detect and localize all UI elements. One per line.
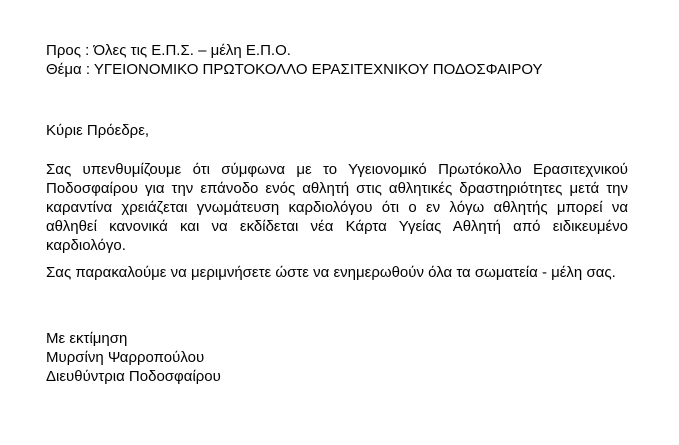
- closing-regards: Με εκτίμηση: [46, 330, 128, 347]
- salutation: Κύριε Πρόεδρε,: [46, 122, 150, 139]
- signer-title: Διευθύντρια Ποδοσφαίρου: [46, 368, 221, 385]
- body-paragraph-2: Σας παρακαλούμε να μεριμνήσετε ώστε να ενημερωθούν όλα τα σωματεία - μέλη σας.: [46, 264, 616, 281]
- recipient-line: Προς : Όλες τις Ε.Π.Σ. – μέλη Ε.Π.Ο.: [46, 42, 291, 59]
- subject-line: Θέμα : ΥΓΕΙΟΝΟΜΙΚΟ ΠΡΩΤΟΚΟΛΛΟ ΕΡΑΣΙΤΕΧΝΙΚΟΥ ΠΟΔΟΣΦΑΙΡΟΥ: [46, 61, 543, 78]
- closing-block: [46, 329, 628, 386]
- letter-header: [46, 41, 628, 79]
- body-paragraph-1: Σας υπενθυμίζουμε ότι σύμφωνα με το Υγειονομικό Πρωτόκολλο Ερασιτεχνικού Ποδοσφαίρου για την επάνοδο ενός αθλητή στις αθλητικές δραστηριότητες μετά την καραντίνα χρειάζεται γνωμάτευση καρδιολόγου ότι ο εν λόγω αθλητής μπορεί να αθληθεί κανονικά και να εκδίδεται νέα Κάρτα Υγείας Αθλητή από ειδικευμένο καρδιολόγο.: [46, 161, 628, 254]
- signer-name: Μυρσίνη Ψαρροπούλου: [46, 349, 205, 366]
